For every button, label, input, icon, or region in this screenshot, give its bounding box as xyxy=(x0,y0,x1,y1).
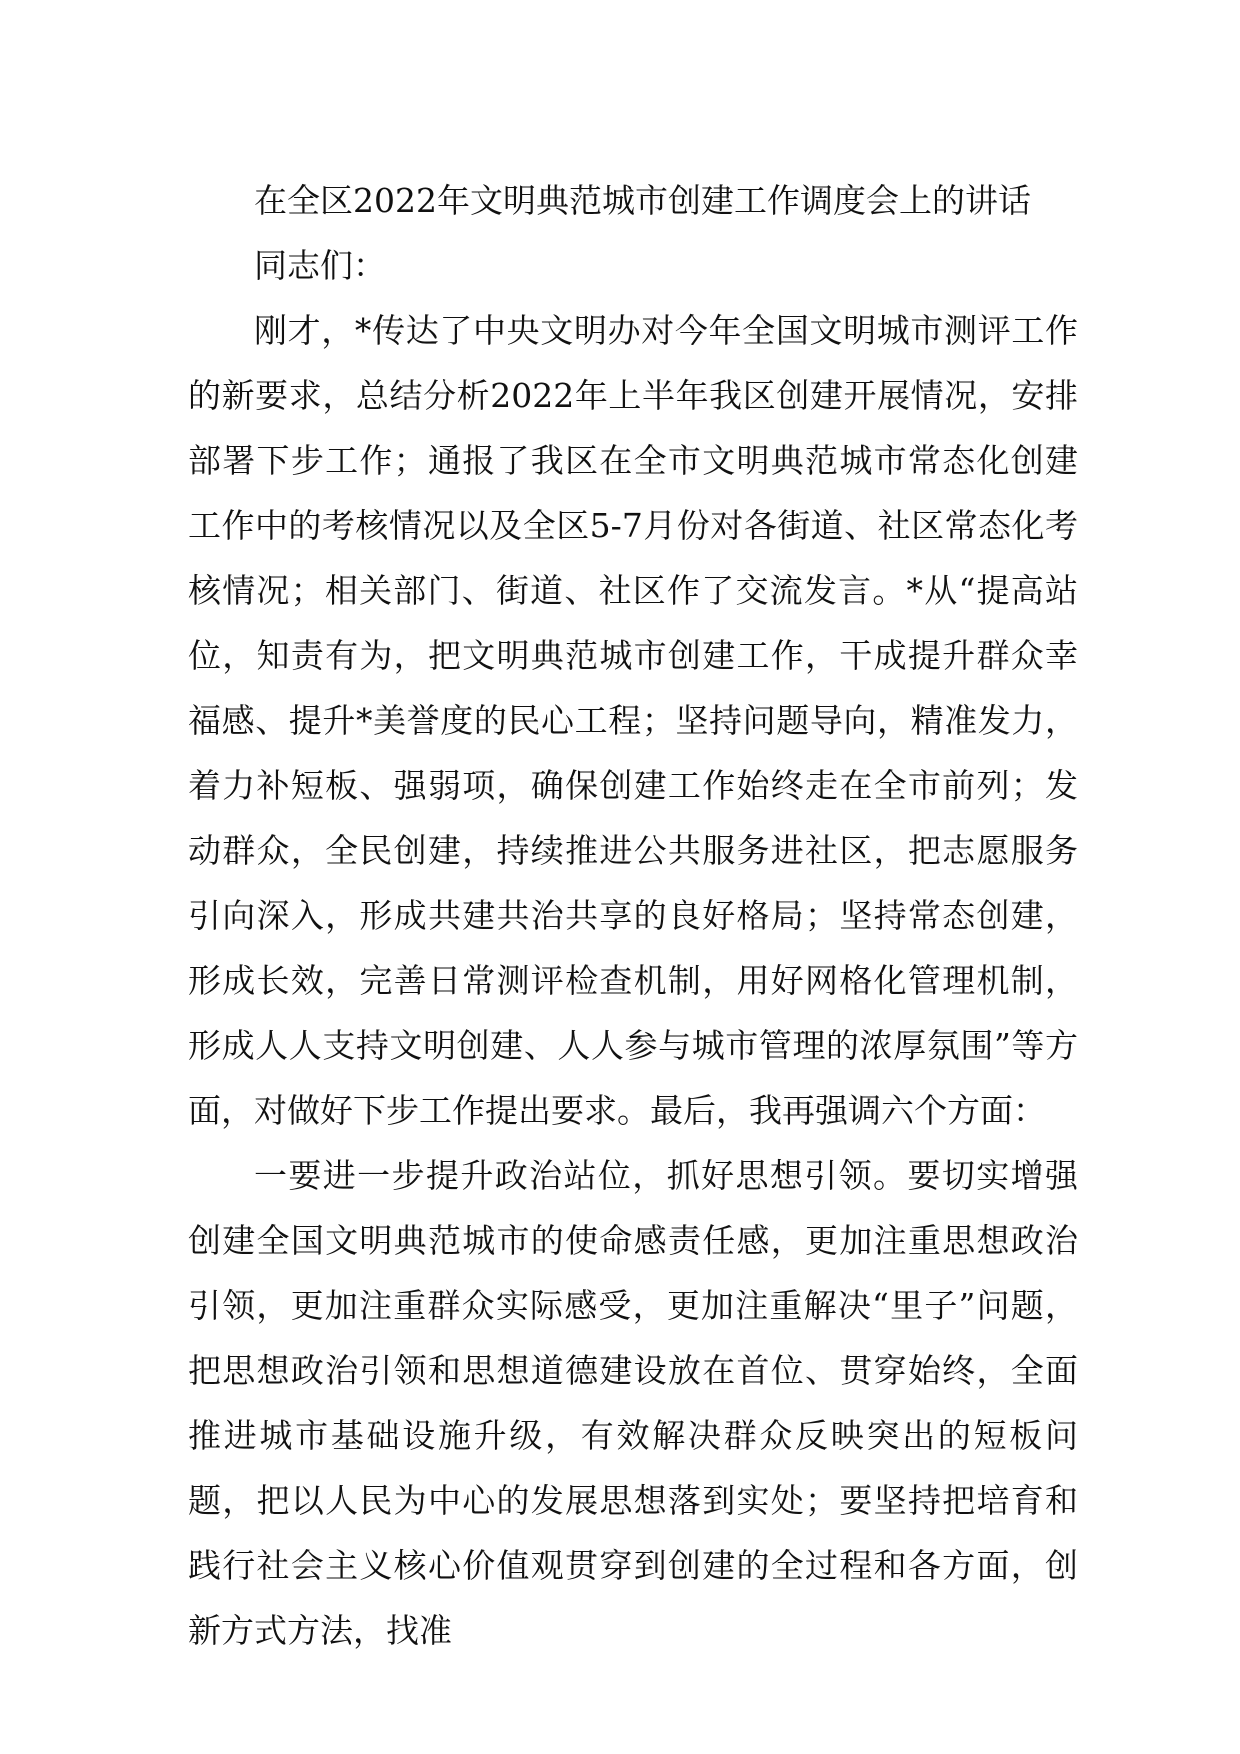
salutation: 同志们： xyxy=(254,246,386,285)
paragraph: 刚才，*传达了中央文明办对今年全国文明城市测评工作的新要求，总结分析2022年上半年我区创建开展情况，安排部署下步工作；通报了我区在全市文明典范城市常态化创建工作中的考核情况以及全区5-7月份对各街道、社区常态化考核情况；相关部门、街道、社区作了交流发言。*从“提高站位，知责有为，把文明典范城市创建工作，干成提升群众幸福感、提升*美誉度的民心工程；坚持问题导向，精准发力，着力补短板、强弱项，确保创建工作始终走在全市前列；发动群众，全民创建，持续推进公共服务进社区，把志愿服务引向深入，形成共建共治共享的良好格局；坚持常态创建，形成长效，完善日常测评检查机制，用好网格化管理机制，形成人人支持文明创建、人人参与城市管理的浓厚氛围”等方面，对做好下步工作提出要求。最后，我再强调六个方面： xyxy=(188,311,1078,1130)
paragraph: 一要进一步提升政治站位，抓好思想引领。要切实增强创建全国文明典范城市的使命感责任感，更加注重思想政治引领，更加注重群众实际感受，更加注重解决“里子”问题，把思想政治引领和思想道德建设放在首位、贯穿始终，全面推进城市基础设施升级，有效解决群众反映突出的短板问题，把以人民为中心的发展思想落到实处；要坚持把培育和践行社会主义核心价值观贯穿到创建的全过程和各方面，创新方式方法，找准 xyxy=(188,1156,1078,1650)
document-body xyxy=(188,168,1078,1663)
speech-title: 在全区2022年文明典范城市创建工作调度会上的讲话 xyxy=(254,181,1031,220)
